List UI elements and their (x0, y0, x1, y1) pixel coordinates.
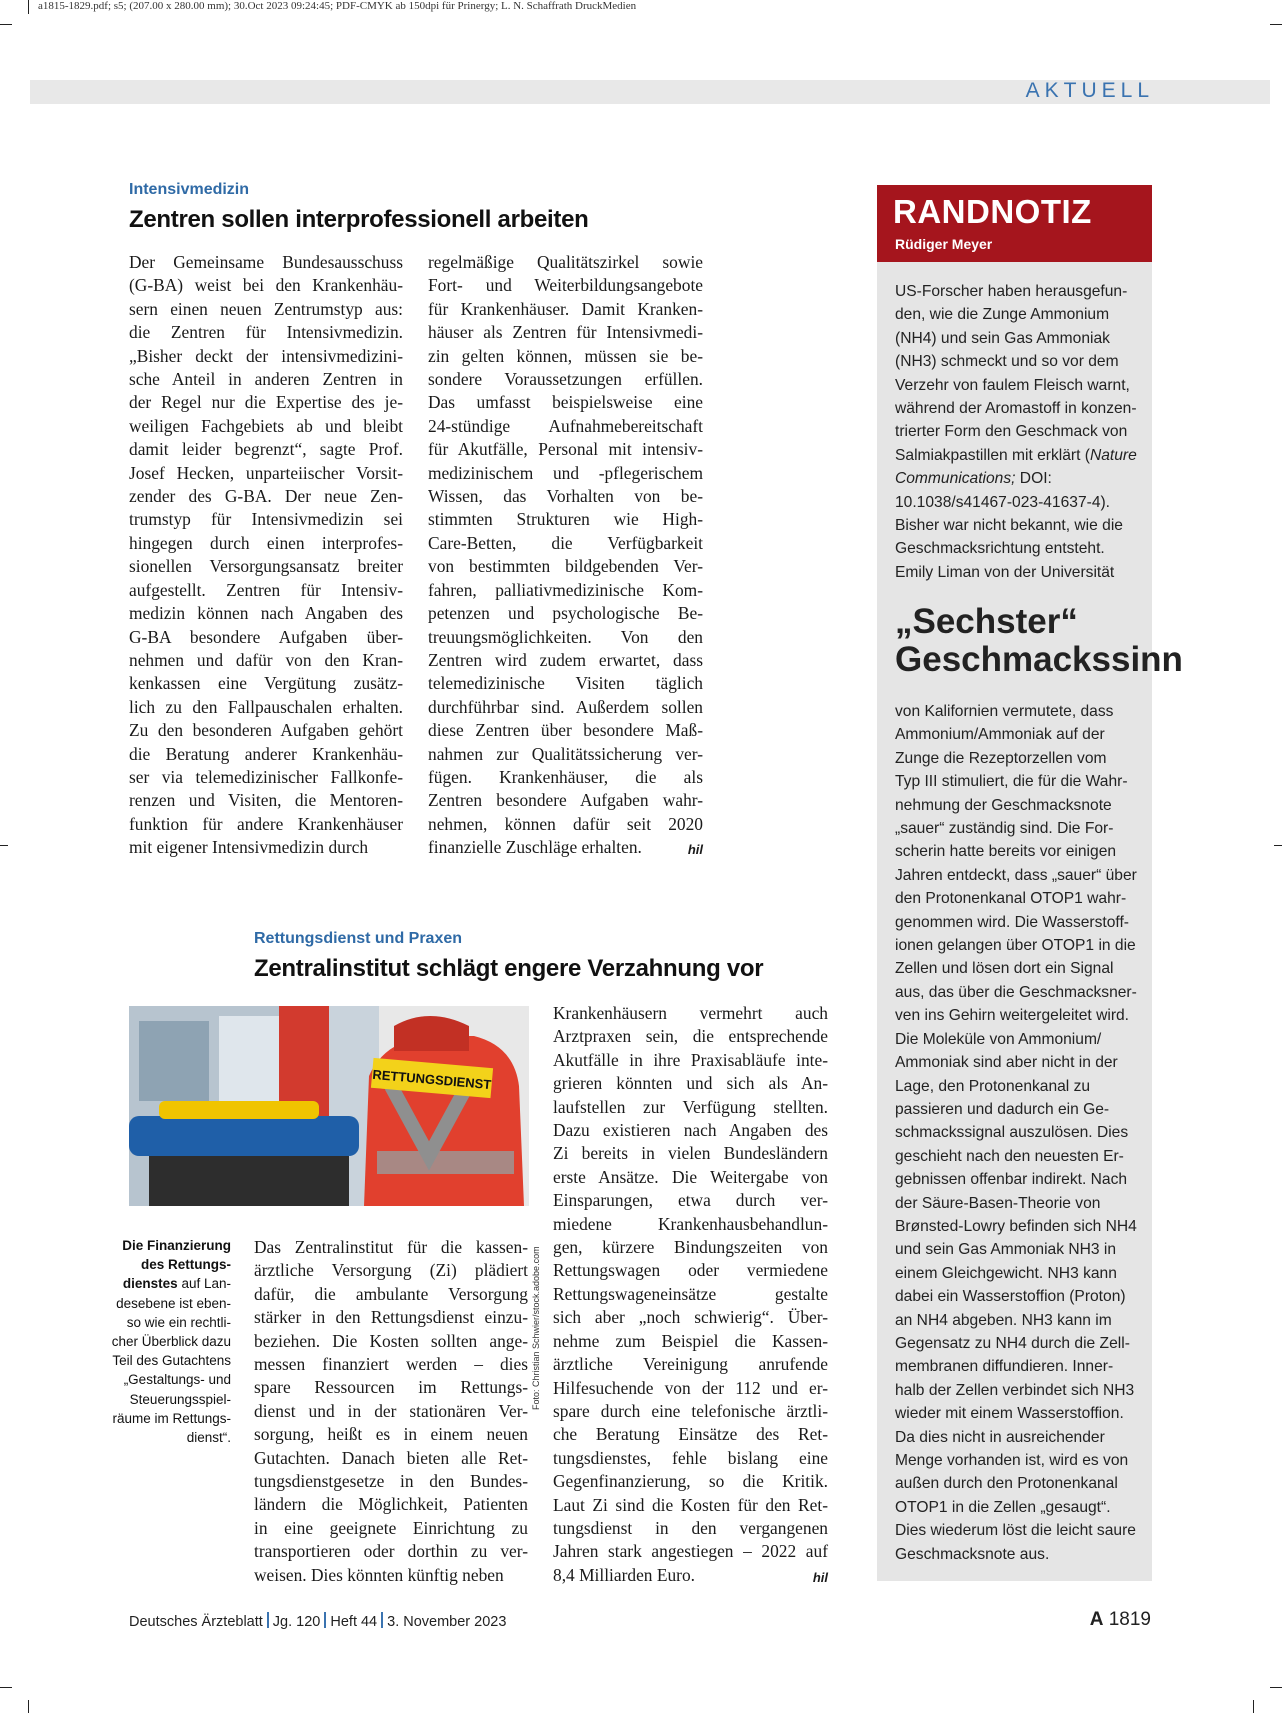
text-line: ärztliche Versorgung (Zi) plädiert (254, 1260, 528, 1281)
paramedic-illustration (129, 1006, 529, 1206)
footer-info (129, 1612, 506, 1630)
ambulance-photo (129, 1006, 529, 1206)
text-line: Ammoniak sind aber nicht in der (895, 1054, 1118, 1072)
crop-mark (0, 24, 12, 25)
text-line: Lage, den Protonenkanal zu (895, 1077, 1091, 1095)
text-line: Gutachten. Danach bieten alle Ret- (254, 1447, 528, 1468)
sidebar-intro (895, 280, 1140, 584)
text-line: passieren und dadurch ein Ge- (895, 1100, 1110, 1118)
author-signature: hil (812, 1569, 828, 1585)
text-line: stärker in den Rettungsdienst einzu- (254, 1307, 528, 1328)
text-line: trumstyp für Intensivmedizin sei (129, 509, 403, 530)
sidebar-body (895, 700, 1140, 1566)
text-line: Menge vorhanden ist, wird es von (895, 1452, 1129, 1469)
text-line: beziehen. Die Kosten sollten ange- (254, 1330, 528, 1351)
text-line: Rettungswagen oder vermiedene (553, 1260, 828, 1281)
text-line: mit eigener Intensivmedizin durch (129, 837, 369, 858)
text-line: funktion für andere Krankenhäuser (129, 813, 403, 834)
text-line: laufstellen zur Verfügung stellten. (553, 1096, 828, 1117)
text-line: medizinischem und -pflegerischem (428, 462, 703, 483)
text-line: die Beratung anderer Krankenhäu- (129, 743, 403, 764)
crop-mark (1274, 845, 1282, 846)
text-line: sondere Voraussetzungen erfüllen. (428, 369, 703, 390)
text-line: dienst und in der stationären Ver- (254, 1400, 528, 1421)
text-line: und sein Gas Ammoniak NH3 in (895, 1241, 1117, 1259)
text-line: wieder mit einem Wasserstoffion. (895, 1405, 1124, 1423)
text-line: geschieht nach den neuesten Er- (895, 1147, 1124, 1165)
text-line: sich aber „noch schwierig“. Über- (553, 1307, 828, 1328)
text-line: den, wie die Zunge Ammonium (895, 306, 1110, 324)
text-line: Krankenhäusern vermehrt auch (553, 1003, 828, 1023)
text-line: (NH3) schmeckt und so vor dem (895, 353, 1119, 371)
text-line: Dazu existieren nach Angaben des (553, 1120, 828, 1141)
text-line: medizin können nach Angaben des (129, 603, 403, 624)
sidebar-author: Rüdiger Meyer (895, 236, 993, 252)
text-line: (G-BA) weist bei den Krankenhäu- (129, 275, 403, 296)
text-line: sche Anteil in anderen Zentren in (129, 369, 403, 390)
text-line: grieren könnten und sich als An- (553, 1073, 828, 1094)
article1-column-1 (129, 251, 403, 860)
text-line: außen durch den Protonenkanal (895, 1475, 1118, 1493)
text-line: nehmen, können dafür seit 2020 (428, 813, 703, 834)
text-line: 8,4 Milliarden Euro. hil (553, 1564, 828, 1587)
text-line: stimmten Strukturen wie High- (428, 509, 703, 530)
text-line: petenzen und psychologische Be- (428, 603, 703, 624)
text-line: sionellen Versorgungsansatz breiter (129, 556, 403, 577)
text-line: den Protonenkanal OTOP1 wahr- (895, 890, 1127, 908)
article2-column-2 (553, 1002, 828, 1589)
page-number: A 1819 (1089, 1609, 1151, 1630)
journal-name: Deutsches Ärzteblatt (129, 1614, 263, 1630)
text-line: miedene Krankenhausbehandlun- (553, 1213, 828, 1234)
text-line: Dies wiederum löst die leicht saure (895, 1522, 1136, 1540)
text-line: Gegensatz zu NH4 durch die Zell- (895, 1334, 1130, 1352)
text-line: aufgestellt. Zentren für Intensiv- (129, 579, 403, 600)
crop-mark (1270, 1687, 1282, 1688)
text-line: tungsdienst in den vergangenen (553, 1517, 828, 1538)
text-line: finanzielle Zuschläge erhalten. hil (428, 836, 703, 859)
text-line: kenkassen eine Vergütung zusätz- (129, 673, 403, 694)
text-line: renzen und Visiten, die Mentoren- (129, 790, 403, 811)
text-line: einem Gleichgewicht. NH3 kann (895, 1264, 1117, 1282)
volume: Jg. 120 (272, 1614, 321, 1630)
text-line: durchführbar sind. Außerdem sollen (428, 696, 703, 717)
photo-credit: Foto: Christian Schwier/stock.adobe.com (531, 1246, 541, 1410)
text-line: Zentren wird zudem erwartet, dass (428, 649, 703, 670)
text-line: Akutfälle in ihre Praxisabläufe inte- (553, 1049, 828, 1070)
text-line: Care-Betten, die Verfügbarkeit (428, 532, 703, 553)
text-line: tungsdienstes, fehle bislang eine (553, 1447, 828, 1468)
text-line: ländern die Möglichkeit, Patienten (254, 1494, 528, 1515)
text-line: G-BA besondere Aufgaben über- (129, 626, 403, 647)
text-line: an NH4 abgeben. NH3 kann im (895, 1311, 1112, 1329)
article1-headline: Zentren sollen interprofessionell arbeiten (129, 206, 589, 233)
text-line: 24-stündige Aufnahmebereitschaft (428, 415, 703, 436)
crop-mark (28, 1700, 29, 1713)
text-line: Zu den besonderen Aufgaben gehört (129, 720, 403, 741)
text-line: Der Gemeinsame Bundesausschuss (129, 252, 403, 272)
text-line: tungsdienstgesetze in den Bundes- (254, 1471, 528, 1492)
text-line: Bisher war nicht bekannt, wie die (895, 517, 1123, 535)
text-line: gen, kürzere Bindungszeiten von (553, 1237, 828, 1258)
text-line: Hilfesuchende von der 112 und er- (553, 1377, 828, 1398)
text-line: Wissen, das Vorhalten von be- (428, 486, 703, 507)
text-line: gebnissen offenbar indirekt. Nach (895, 1171, 1128, 1189)
text-line: Rettungswageneinsätze gestalte (553, 1283, 828, 1304)
text-line: zender des G-BA. Der neue Zen- (129, 486, 403, 507)
text-line: spare durch eine telefonische ärztli- (553, 1400, 828, 1421)
text-line: trierter Form den Geschmack von (895, 423, 1128, 441)
print-slug: a1815-1829.pdf; s5; (207.00 x 280.00 mm); 30.Oct 2023 09:24:45; PDF-CMYK ab 150dpi für Prinergy; L. N. Schaffrath DruckMedien (38, 0, 637, 12)
article1-column-2 (428, 251, 703, 862)
text-line: schmackssignal auszulösen. Dies (895, 1124, 1129, 1142)
text-line: Zellen und lösen dort ein Signal (895, 960, 1114, 978)
crop-mark (1270, 24, 1282, 25)
text-line: damit leider begrenzt“, sagte Prof. (129, 439, 403, 460)
article2-column-1 (254, 1236, 528, 1587)
text-line: „Bisher deckt der intensivmedizini- (129, 345, 403, 366)
text-line: von bestimmten bildgebenden Ver- (428, 556, 703, 577)
text-line: der Regel nur die Expertise des je- (129, 392, 403, 413)
text-line: Das Zentralinstitut für die kassen- (254, 1237, 528, 1257)
text-line: OTOP1 in die Zellen „gesaugt“. (895, 1498, 1111, 1516)
text-line: Josef Hecken, unparteiischer Vorsit- (129, 462, 403, 483)
text-line: fügen. Krankenhäuser, die als (428, 766, 703, 787)
text-line: dafür, die ambulante Versorgung (254, 1283, 528, 1304)
section-label: AKTUELL (1025, 79, 1154, 102)
text-line: weiligen Fachgebiets ab und bleibt (129, 415, 403, 436)
text-line: Da dies nicht in ausreichender (895, 1428, 1105, 1446)
text-line: nehmung der Geschmacksnote (895, 796, 1112, 814)
text-line: fahren, palliativmedizinische Kom- (428, 579, 703, 600)
text-line: Geschmacksrichtung entsteht. (895, 540, 1105, 558)
text-line: Arztpraxen sein, die entsprechende (553, 1026, 828, 1047)
text-line: weisen. Dies könnten künftig neben (254, 1564, 504, 1585)
text-line: zin gelten können, müssen sie be- (428, 345, 703, 366)
text-line: nahmen zur Qualitätssicherung ver- (428, 743, 703, 764)
text-line: Emily Liman von der Universität (895, 563, 1115, 581)
text-line: von Kalifornien vermutete, dass (895, 703, 1114, 720)
text-line: hingegen durch einen interprofes- (129, 532, 403, 553)
author-signature: hil (687, 842, 703, 858)
text-line: treuungsmöglichkeiten. Von den (428, 626, 703, 647)
text-line: Zunge die Rezeptorzellen vom (895, 749, 1107, 767)
text-line: regelmäßige Qualitätszirkel sowie (428, 252, 703, 272)
date: 3. November 2023 (387, 1614, 507, 1630)
text-line: Geschmacksnote aus. (895, 1545, 1050, 1563)
text-line: telemedizinische Visiten täglich (428, 673, 703, 694)
text-line: spare Ressourcen im Rettungs- (254, 1377, 528, 1398)
text-line: genommen wird. Die Wasserstoff- (895, 913, 1129, 931)
issue: Heft 44 (330, 1614, 378, 1630)
text-line: Ammonium/Ammoniak auf der (895, 726, 1105, 744)
text-line: Gegenfinanzierung, so die Kritik. (553, 1471, 828, 1492)
article2-kicker: Rettungsdienst und Praxen (254, 930, 463, 947)
text-line: ven ins Gehirn weitergeleitet wird. (895, 1007, 1130, 1025)
text-line: nehme zum Beispiel die Kassen- (553, 1330, 828, 1351)
text-line: der Säure-Basen-Theorie von (895, 1194, 1101, 1212)
text-line: (NH4) und sein Gas Ammoniak (895, 329, 1110, 347)
crop-mark (1253, 1700, 1254, 1713)
text-line: Einsparungen, etwa durch ver- (553, 1190, 828, 1211)
text-line: Zentren besondere Aufgaben wahr- (428, 790, 703, 811)
text-line: erste Ansätze. Die Weitergabe von (553, 1166, 828, 1187)
sidebar-big-title: „Sechster“ Geschmackssinn (895, 602, 1183, 679)
text-line: nehmen und dafür von den Kran- (129, 649, 403, 670)
text-line: halb der Zellen verbindet sich NH3 (895, 1381, 1135, 1399)
text-line: Typ III stimuliert, die für die Wahr- (895, 773, 1128, 791)
text-line: ionen gelangen über OTOP1 in die (895, 937, 1136, 955)
sidebar-title: RANDNOTIZ (893, 193, 1092, 230)
article2-headline: Zentralinstitut schlägt engere Verzahnung vor (254, 955, 764, 982)
text-line: in eine geeignete Einrichtung zu (254, 1517, 528, 1538)
text-line: die Zentren für Intensivmedizin. (129, 322, 403, 343)
text-line: ser via telemedizinischer Fallkonfe- (129, 766, 403, 787)
text-line: häuser als Zentren für Intensivmedi- (428, 322, 703, 343)
text-line: 10.1038/s41467-023-41637-4). (895, 493, 1111, 511)
text-line: dabei ein Wasserstoffion (Proton) (895, 1288, 1126, 1306)
text-line: lich zu den Fallpauschalen erhalten. (129, 696, 403, 717)
text-line: Verzehr von faulem Fleisch warnt, (895, 376, 1130, 394)
journal-reference: Nature Communications; (895, 446, 1137, 488)
text-line: Salmiakpastillen mit erklärt (Nature Communications; DOI: (895, 446, 1137, 488)
text-line: Laut Zi sind die Kosten für den Ret- (553, 1494, 828, 1515)
text-line: „sauer“ zuständig sind. Die For- (895, 820, 1114, 838)
text-line: sern einen neuen Zentrumstyp aus: (129, 298, 403, 319)
text-line: messen finanziert werden – dies (254, 1354, 528, 1375)
text-line: Jahren stark angestiegen – 2022 auf (553, 1541, 828, 1562)
vest-label: RETTUNGSDIENST (371, 1066, 492, 1093)
text-line: sorgung, heißt es in einem neuen (254, 1424, 528, 1445)
text-line: Brønsted-Lowry befinden sich NH4 (895, 1217, 1137, 1235)
crop-mark (0, 1687, 12, 1688)
crop-mark (28, 0, 29, 14)
text-line: für Krankenhäuser. Damit Kranken- (428, 298, 703, 319)
text-line: während der Aromastoff in konzen- (895, 400, 1137, 418)
text-line: transportieren oder dorthin zu ver- (254, 1541, 528, 1562)
crop-mark (0, 845, 8, 846)
text-line: Zi bereits in vielen Bundesländern (553, 1143, 828, 1164)
text-line: US-Forscher haben herausgefun- (895, 283, 1128, 300)
text-line: Fort- und Weiterbildungsangebote (428, 275, 703, 296)
text-line: ärztliche Vereinigung anrufende (553, 1354, 828, 1375)
article1-kicker: Intensivmedizin (129, 181, 250, 198)
text-line: diese Zentren über besondere Maß- (428, 720, 703, 741)
text-line: membranen diffundieren. Inner- (895, 1358, 1114, 1376)
text-line: che Beratung Einsätze des Ret- (553, 1424, 828, 1445)
text-line: Jahren entdeckt, dass „sauer“ über (895, 866, 1137, 884)
text-line: Das umfasst beispielsweise eine (428, 392, 703, 413)
text-line: für Akutfälle, Personal mit intensiv- (428, 439, 703, 460)
photo-caption: Die Finanzierung des Rettungsdienstes auf Landesebene ist ebenso wie ein rechtlicher Überblick dazu Teil des Gutachtens „Gestaltungs- und Steuerungsspielräume im Rettungsdienst“. (111, 1238, 231, 1446)
text-line: Die Moleküle von Ammonium/ (895, 1030, 1102, 1048)
text-line: scherin hatte bereits vor einigen (895, 843, 1117, 861)
text-line: aus, das über die Geschmacksner- (895, 983, 1137, 1001)
